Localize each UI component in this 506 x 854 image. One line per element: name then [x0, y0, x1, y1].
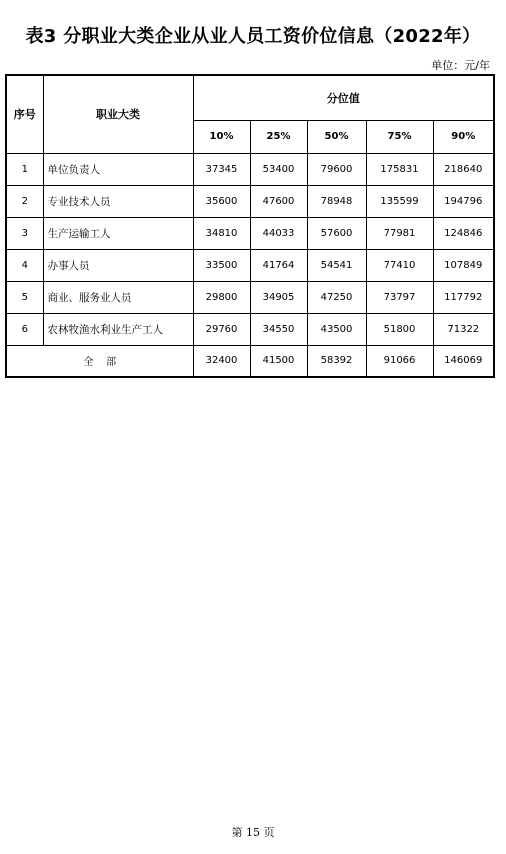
value-p50: 78948	[307, 185, 366, 217]
row-category: 生产运输工人	[43, 217, 193, 249]
value-p10: 29800	[193, 281, 250, 313]
header-p50: 50%	[307, 120, 366, 153]
value-p90: 194796	[433, 185, 494, 217]
row-category: 办事人员	[43, 249, 193, 281]
value-p10: 37345	[193, 153, 250, 185]
value-p25: 41764	[250, 249, 307, 281]
row-seq: 3	[6, 217, 43, 249]
value-p50: 79600	[307, 153, 366, 185]
header-row-top	[6, 75, 494, 120]
table-row	[6, 313, 494, 345]
row-seq: 6	[6, 313, 43, 345]
value-p75: 77981	[366, 217, 433, 249]
value-p50: 57600	[307, 217, 366, 249]
row-category: 专业技术人员	[43, 185, 193, 217]
row-category: 商业、服务业人员	[43, 281, 193, 313]
row-seq: 5	[6, 281, 43, 313]
value-p90: 124846	[433, 217, 494, 249]
total-p50: 58392	[307, 345, 366, 377]
value-p10: 33500	[193, 249, 250, 281]
value-p90: 117792	[433, 281, 494, 313]
table-row	[6, 153, 494, 185]
header-p10: 10%	[193, 120, 250, 153]
total-p10: 32400	[193, 345, 250, 377]
value-p25: 34550	[250, 313, 307, 345]
page-number: 第 15 页	[231, 826, 275, 839]
value-p10: 29760	[193, 313, 250, 345]
wage-table-container	[5, 74, 493, 378]
value-p90: 107849	[433, 249, 494, 281]
table-row	[6, 249, 494, 281]
page-title: 表3 分职业大类企业从业人员工资价位信息（2022年）	[25, 26, 481, 47]
value-p75: 51800	[366, 313, 433, 345]
total-p75: 91066	[366, 345, 433, 377]
value-p25: 44033	[250, 217, 307, 249]
header-category: 职业大类	[43, 75, 193, 153]
total-p90: 146069	[433, 345, 494, 377]
row-seq: 4	[6, 249, 43, 281]
table-header	[6, 75, 494, 153]
table-row	[6, 281, 494, 313]
total-row	[6, 345, 494, 377]
total-p25: 41500	[250, 345, 307, 377]
row-seq: 1	[6, 153, 43, 185]
table-row	[6, 217, 494, 249]
value-p75: 175831	[366, 153, 433, 185]
header-percentile-group: 分位值	[193, 75, 494, 120]
row-category: 单位负责人	[43, 153, 193, 185]
value-p75: 135599	[366, 185, 433, 217]
header-seq: 序号	[6, 75, 43, 153]
value-p50: 47250	[307, 281, 366, 313]
header-p25: 25%	[250, 120, 307, 153]
value-p75: 77410	[366, 249, 433, 281]
value-p25: 53400	[250, 153, 307, 185]
value-p75: 73797	[366, 281, 433, 313]
unit-note: 单位：元/年	[431, 59, 490, 72]
header-p90: 90%	[433, 120, 494, 153]
table-row	[6, 185, 494, 217]
value-p90: 218640	[433, 153, 494, 185]
value-p10: 35600	[193, 185, 250, 217]
header-p75: 75%	[366, 120, 433, 153]
value-p50: 43500	[307, 313, 366, 345]
value-p25: 34905	[250, 281, 307, 313]
value-p10: 34810	[193, 217, 250, 249]
value-p50: 54541	[307, 249, 366, 281]
table-body	[6, 153, 494, 377]
total-label: 全 部	[6, 345, 193, 377]
row-seq: 2	[6, 185, 43, 217]
value-p90: 71322	[433, 313, 494, 345]
value-p25: 47600	[250, 185, 307, 217]
row-category: 农林牧渔水利业生产工人	[43, 313, 193, 345]
wage-table	[5, 74, 495, 378]
